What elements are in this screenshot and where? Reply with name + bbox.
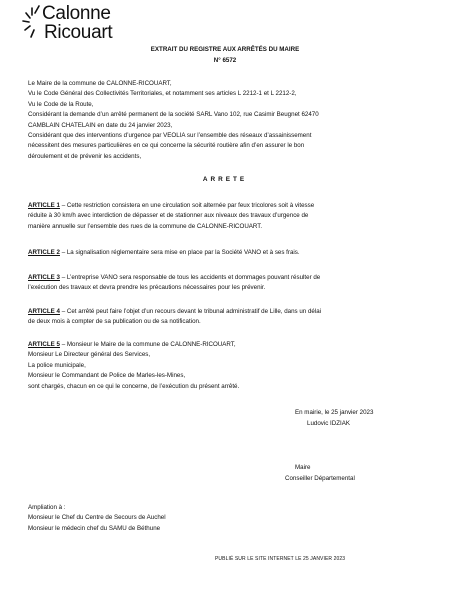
document-number: N° 6572	[213, 57, 237, 64]
article-text: de deux mois à compter de sa publication ou de sa notification.	[28, 318, 201, 326]
publication-footer: PUBLIÉ SUR LE SITE INTERNET LE 25 JANVIER 2023	[215, 556, 346, 562]
article-text: l’exécution des travaux et devra prendre les précautions nécessaires pour les prévenir.	[28, 284, 266, 292]
signature-place-date: En mairie, le 25 janvier 2023	[295, 409, 374, 416]
article-text: – Cet arrêté peut faire l’objet d’un recours devant le tribunal administratif de Lille, dans un délai	[59, 308, 322, 315]
article-text: Monsieur le Commandant de Police de Marles-les-Mines,	[28, 372, 186, 380]
article-4	[28, 307, 428, 328]
signature-name: Ludovic IDZIAK	[307, 420, 350, 427]
preamble-line: nécessitent des mesures particulières en ce qui concerne la sécurité routière afin d’en assurer le bon	[28, 142, 305, 150]
article-text: réduite à 30 km/h avec interdiction de dépasser et de stationner aux niveaux des travaux d’urgence de	[28, 212, 309, 220]
ampliation	[28, 503, 428, 534]
preamble-line: CAMBLAIN CHATELAIN en date du 24 janvier 2023,	[28, 121, 173, 129]
preamble-line: déroulement et de prévenir les accidents,	[28, 152, 142, 160]
document-title: EXTRAIT DU REGISTRE AUX ARRÊTÉS DU MAIRE	[150, 46, 300, 53]
article-text: Monsieur Le Directeur général des Services,	[28, 351, 151, 359]
ampliation-line: Monsieur le médecin chef du SAMU de Béthune	[28, 524, 161, 532]
preamble-line: Considérant que des interventions d’urgence par VEOLIA sur l’ensemble des réseaux d’assainissement	[28, 132, 312, 140]
article-2	[28, 248, 428, 258]
article-text: sont chargés, chacun en ce qui le concerne, de l’exécution du présent arrêté.	[28, 382, 240, 390]
article-3	[28, 273, 428, 294]
article-label: ARTICLE 5	[28, 341, 60, 348]
article-text: – L’entreprise VANO sera responsable de tous les accidents et dommages pouvant résulter de	[59, 274, 321, 281]
arrete-heading: ARRETE	[202, 176, 248, 183]
article-text: La police municipale,	[28, 361, 86, 369]
preamble-line: Vu le Code Général des Collectivités Territoriales, et notamment ses articles L 2212-1 et L 2212-2,	[28, 90, 297, 98]
city-logo	[22, 4, 162, 46]
article-label: ARTICLE 4	[28, 308, 60, 315]
preamble-line: Le Maire de la commune de CALONNE-RICOUART,	[28, 80, 172, 87]
logo-text-ricouart: Ricouart	[44, 22, 113, 43]
logo-text-calonne: Calonne	[42, 3, 111, 24]
preamble-line: Considérant la demande d’un arrêté permanent de la société SARL Vano 102, rue Casimir Beugnet 62470	[28, 111, 319, 119]
article-text: – La signalisation réglementaire sera mise en place par la Société VANO et à ses frais.	[59, 249, 300, 256]
preamble	[28, 79, 428, 162]
article-label: ARTICLE 3	[28, 274, 60, 281]
article-label: ARTICLE 1	[28, 202, 60, 209]
ampliation-line: Monsieur le Chef du Centre de Secours de Auchel	[28, 514, 166, 522]
article-label: ARTICLE 2	[28, 249, 60, 256]
article-text: manière annuelle sur l’ensemble des rues de la commune de CALONNE-RICOUART.	[28, 222, 263, 230]
article-1	[28, 201, 428, 232]
article-text: – Monsieur le Maire de la commune de CALONNE-RICOUART,	[59, 341, 236, 348]
signature-role: Maire	[295, 464, 311, 471]
article-text: – Cette restriction consistera en une circulation soit alternée par feux tricolores soit à vitesse	[59, 202, 315, 209]
ampliation-heading: Ampliation à :	[28, 504, 66, 511]
signature-role-secondary: Conseiller Départemental	[285, 475, 355, 482]
article-5	[28, 340, 428, 392]
preamble-line: Vu le Code de la Route,	[28, 100, 94, 108]
